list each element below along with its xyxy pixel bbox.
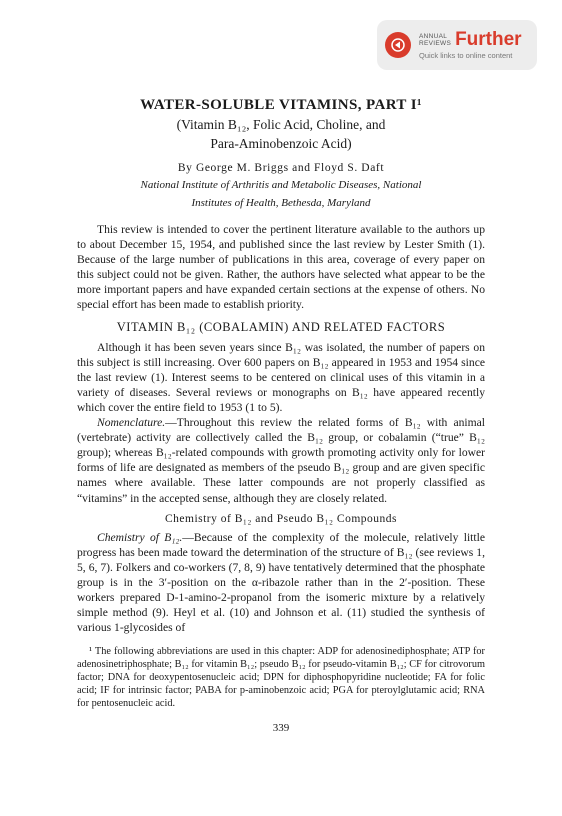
chemistry-paragraph	[77, 530, 485, 636]
badge-brand: Further	[455, 29, 522, 50]
affiliation-line-1: National Institute of Arthritis and Metabolic Diseases, National	[140, 179, 422, 191]
intro-paragraph: This review is intended to cover the pertinent literature available to the authors up to about December 15, 1954, and published since the last review by Lester Smith (1). Because of the large number of publications in this area, coverage of every paper on this subject could not be given. Rather, the authors have selected what appear to be the more important papers and have expanded certain sections at the expense of others. No special effort has been made to establish priority.	[77, 223, 485, 312]
chemistry-text: —Because of the complexity of the molecule, relatively little progress has been made toward the determination of the structure of B₁₂ (see reviews 1, 5, 6, 7). Folkers and co-workers (7, 8, 9) have tentatively determined that the phosphate group is in the 3′-position on the α-ribazole rather than in the 2′-position. These workers prepared D-1-amino-2-propanol from the isomeric mixture by a relatively simple method (9). Heyl et al. (10) and Johnson et al. (11) studied the synthesis of various 1-glycosides of	[77, 530, 485, 635]
nomenclature-lead: Nomenclature.	[97, 416, 166, 430]
badge-text	[419, 30, 522, 60]
badge-reviews: REVIEWS	[419, 40, 452, 47]
badge-tagline: Quick links to online content	[419, 51, 513, 60]
article-subtitle-1: (Vitamin B₁₂, Folic Acid, Choline, and	[176, 117, 386, 132]
nomenclature-text: —Throughout this review the related forms of B₁₂ with animal (vertebrate) activity are collectively called the B₁₂ group, or cobalamin (“true” B₁₂ group); whereas B₁₂-related compounds with growth promoting activity only for lower forms of life are designated as members of the pseudo B₁₂ group and are given specific names where available. These latter compounds are not properly classified as “vitamins” in the accepted sense, although they are closely related.	[77, 416, 485, 505]
nomenclature-paragraph	[77, 415, 485, 506]
footnote: ¹ The following abbreviations are used in this chapter: ADP for adenosinediphosphate; ATP for adenosinetriphosphate; B₁₂ for vitamin B₁₂; pseudo B₁₂ for pseudo-vitamin B₁₂; CF for citrovorum factor; DNA for deoxypentosenucleic acid; DPN for diphosphopyridine nucleotide; FA for folic acid; IF for intrinsic factor; PABA for p-aminobenzoic acid; PGA for pteroylglutamic acid; RNA for pentosenucleic acid.	[77, 646, 485, 710]
article-authors: By George M. Briggs and Floyd S. Daft	[177, 162, 385, 174]
page-number: 339	[272, 722, 290, 735]
article-subtitle-2: Para-Aminobenzoic Acid)	[210, 136, 352, 151]
further-badge[interactable]	[377, 20, 537, 70]
affiliation-line-2: Institutes of Health, Bethesda, Maryland	[191, 197, 371, 209]
article-page	[77, 96, 485, 734]
section-heading-b12: VITAMIN B₁₂ (COBALAMIN) AND RELATED FACTORS	[116, 319, 446, 334]
badge-annual: ANNUAL	[419, 33, 448, 40]
article-title: WATER-SOLUBLE VITAMINS, PART I¹	[140, 97, 422, 113]
b12-paragraph-1: Although it has been seven years since B₁₂ was isolated, the number of papers on this subject is still increasing. Over 600 papers on B₁₂ appeared in 1953 and 1954 since the last review (1). Interest seems to be centered on clinical uses of this vitamin in a variety of diseases. Several reviews or monographs on B₁₂ have appeared recently which cover the entire field to 1953 (1 to 5).	[77, 340, 485, 414]
chemistry-lead: Chemistry of B₁₂.	[97, 530, 183, 544]
section-heading-chemistry: Chemistry of B₁₂ and Pseudo B₁₂ Compounds	[164, 512, 398, 525]
play-left-arrow-icon	[385, 32, 411, 58]
